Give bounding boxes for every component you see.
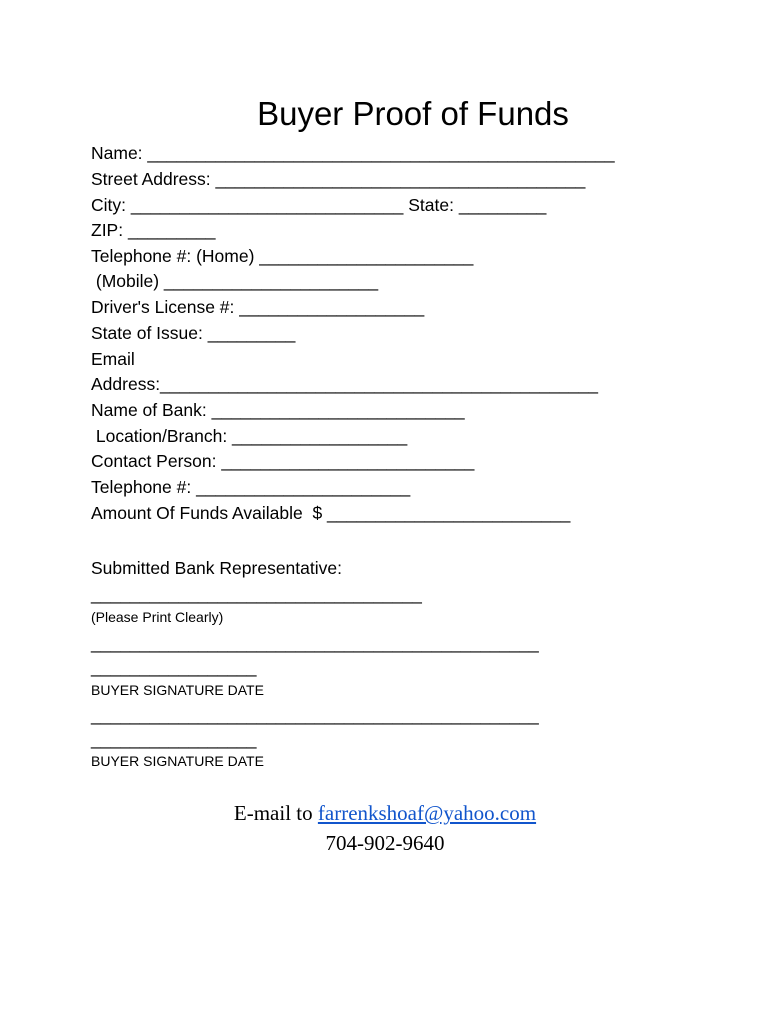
email-prefix: E-mail to — [233, 801, 318, 825]
city-state-field: City: ____________________________ State: _________ — [91, 195, 547, 215]
funds-available-field: Amount Of Funds Available $ _________________________ — [91, 503, 571, 523]
telephone-home-field: Telephone #: (Home) ______________________ — [91, 246, 474, 266]
phone-number: 704-902-9640 — [325, 831, 445, 855]
email-link[interactable]: farrenkshoaf@yahoo.com — [317, 801, 537, 825]
zip-field: ZIP: _________ — [91, 220, 216, 240]
state-of-issue-field: State of Issue: _________ — [91, 323, 296, 343]
email-address-field: Address:_____________________________________________ — [91, 374, 599, 394]
representative-label: Submitted Bank Representative: — [91, 558, 342, 578]
name-field: Name: ________________________________________________ — [91, 143, 615, 163]
contact-person-field: Contact Person: __________________________ — [91, 451, 475, 471]
signature-date-line-1: _________________ — [91, 657, 257, 677]
drivers-license-field: Driver's License #: ___________________ — [91, 297, 425, 317]
mobile-field: (Mobile) ______________________ — [91, 271, 379, 291]
street-address-field: Street Address: ______________________________________ — [91, 169, 586, 189]
print-clearly-note: (Please Print Clearly) — [91, 609, 224, 625]
buyer-signature-date-caption-2: BUYER SIGNATURE DATE — [91, 753, 264, 769]
signature-line-1: ______________________________________________ — [91, 633, 539, 653]
bank-name-field: Name of Bank: __________________________ — [91, 400, 465, 420]
signature-line-2: ______________________________________________ — [91, 705, 539, 725]
signature-date-line-2: _________________ — [91, 729, 257, 749]
bank-telephone-field: Telephone #: ______________________ — [91, 477, 411, 497]
location-branch-field: Location/Branch: __________________ — [91, 426, 408, 446]
email-label: Email — [91, 349, 135, 369]
buyer-signature-date-caption-1: BUYER SIGNATURE DATE — [91, 682, 264, 698]
page-title: Buyer Proof of Funds — [257, 95, 569, 132]
representative-line: __________________________________ — [91, 584, 422, 604]
email-contact-line — [0, 800, 770, 826]
